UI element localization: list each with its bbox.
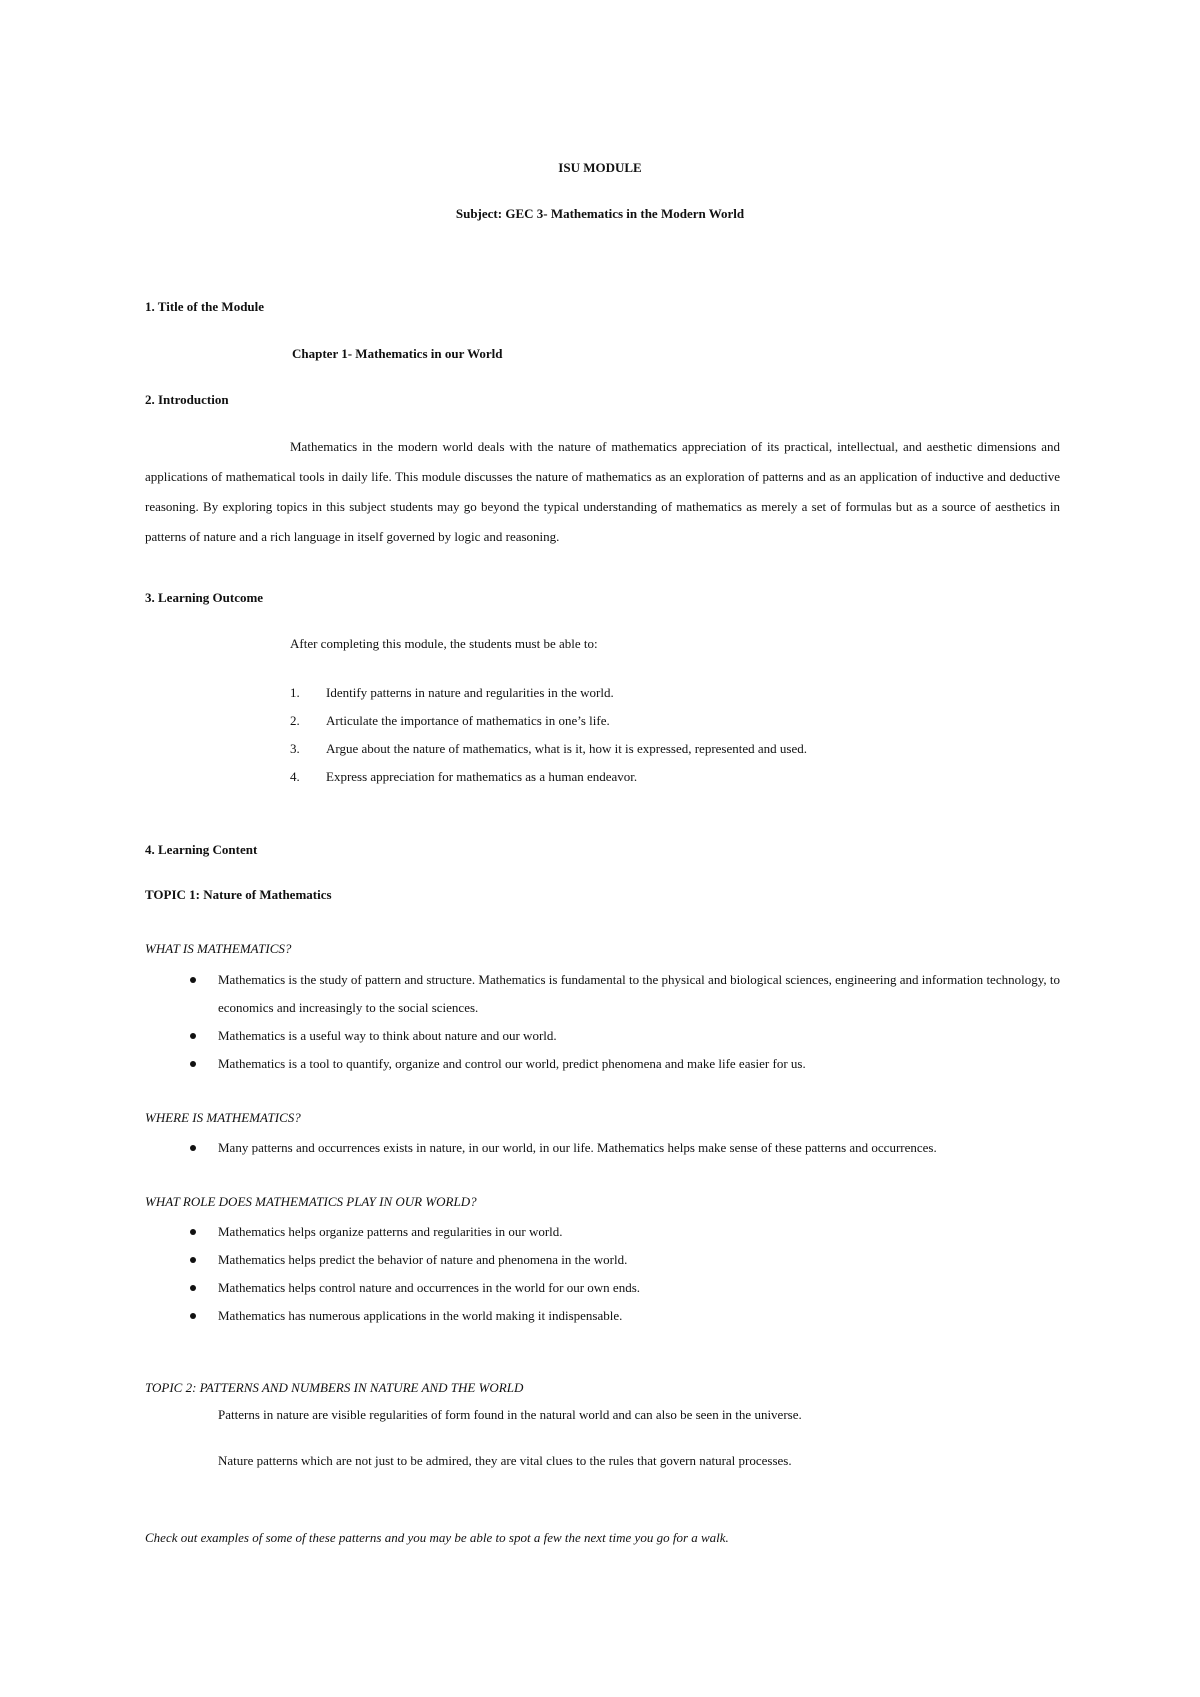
topic2-paragraph-1: Patterns in nature are visible regularities of form found in the natural world and can also be seen in the universe. bbox=[218, 1407, 802, 1422]
outcome-lead: After completing this module, the students must be able to: bbox=[290, 636, 598, 651]
what-is-heading: WHAT IS MATHEMATICS? bbox=[145, 941, 292, 956]
closing-note: Check out examples of some of these patterns and you may be able to spot a few the next time you go for a walk. bbox=[145, 1530, 729, 1545]
introduction-text: Mathematics in the modern world deals with the nature of mathematics appreciation of its practical, intellectual, and aesthetic dimensions and applications of mathematical tools in daily life. This module discusses the nature of mathematics as an exploration of patterns and as an application of inductive and deductive reasoning. By exploring topics in this subject students may go beyond the typical understanding of mathematics as merely a set of formulas but as a source of aesthetics in patterns of nature and a rich language in itself governed by logic and reasoning. bbox=[145, 439, 1060, 544]
list-item: Many patterns and occurrences exists in nature, in our world, in our life. Mathematics helps make sense of these patterns and occurrences. bbox=[190, 1134, 1090, 1162]
bullet-icon bbox=[190, 1145, 196, 1151]
role-list bbox=[190, 1218, 1060, 1330]
learning-content-heading: 4. Learning Content bbox=[145, 842, 258, 857]
list-item: Mathematics has numerous applications in the world making it indispensable. bbox=[190, 1302, 1060, 1330]
outcome-list bbox=[290, 679, 807, 791]
bullet-icon bbox=[190, 1313, 196, 1319]
topic1-heading: TOPIC 1: Nature of Mathematics bbox=[145, 887, 332, 902]
subject-line: Subject: GEC 3- Mathematics in the Modern World bbox=[455, 206, 745, 221]
bullet-icon bbox=[190, 1033, 196, 1039]
where-is-list bbox=[190, 1134, 1090, 1162]
introduction-heading: 2. Introduction bbox=[145, 392, 229, 407]
list-item: Mathematics is a useful way to think about nature and our world. bbox=[190, 1022, 1060, 1050]
bullet-icon bbox=[190, 1285, 196, 1291]
topic2-heading: TOPIC 2: PATTERNS AND NUMBERS IN NATURE AND THE WORLD bbox=[145, 1380, 524, 1395]
bullet-icon bbox=[190, 1061, 196, 1067]
list-item: Mathematics helps control nature and occurrences in the world for our own ends. bbox=[190, 1274, 1060, 1302]
role-heading: WHAT ROLE DOES MATHEMATICS PLAY IN OUR WORLD? bbox=[145, 1194, 477, 1209]
bullet-icon bbox=[190, 1257, 196, 1263]
topic2-paragraph-2: Nature patterns which are not just to be admired, they are vital clues to the rules that govern natural processes. bbox=[218, 1453, 792, 1468]
list-item: 1. Identify patterns in nature and regularities in the world. bbox=[290, 685, 614, 700]
list-item: Mathematics is the study of pattern and structure. Mathematics is fundamental to the physical and biological sciences, engineering and information technology, to economics and increasingly to the social sciences. bbox=[190, 966, 1060, 1022]
bullet-icon bbox=[190, 1229, 196, 1235]
where-is-heading: WHERE IS MATHEMATICS? bbox=[145, 1110, 301, 1125]
title-heading: 1. Title of the Module bbox=[145, 299, 265, 314]
list-item: Mathematics helps predict the behavior of nature and phenomena in the world. bbox=[190, 1246, 1060, 1274]
list-item: Mathematics helps organize patterns and regularities in our world. bbox=[190, 1218, 1060, 1246]
module-title: ISU MODULE bbox=[558, 160, 642, 175]
list-item: 3. Argue about the nature of mathematics, what is it, how it is expressed, represented and used. bbox=[290, 741, 807, 756]
list-item: Mathematics is a tool to quantify, organize and control our world, predict phenomena and make life easier for us. bbox=[190, 1050, 1060, 1078]
list-item: 4. Express appreciation for mathematics as a human endeavor. bbox=[290, 769, 638, 784]
bullet-icon bbox=[190, 977, 196, 983]
chapter-title: Chapter 1- Mathematics in our World bbox=[292, 346, 503, 361]
what-is-list bbox=[190, 966, 1060, 1078]
introduction-paragraph bbox=[145, 432, 1060, 552]
list-item: 2. Articulate the importance of mathematics in one’s life. bbox=[290, 713, 610, 728]
learning-outcome-heading: 3. Learning Outcome bbox=[145, 590, 264, 605]
